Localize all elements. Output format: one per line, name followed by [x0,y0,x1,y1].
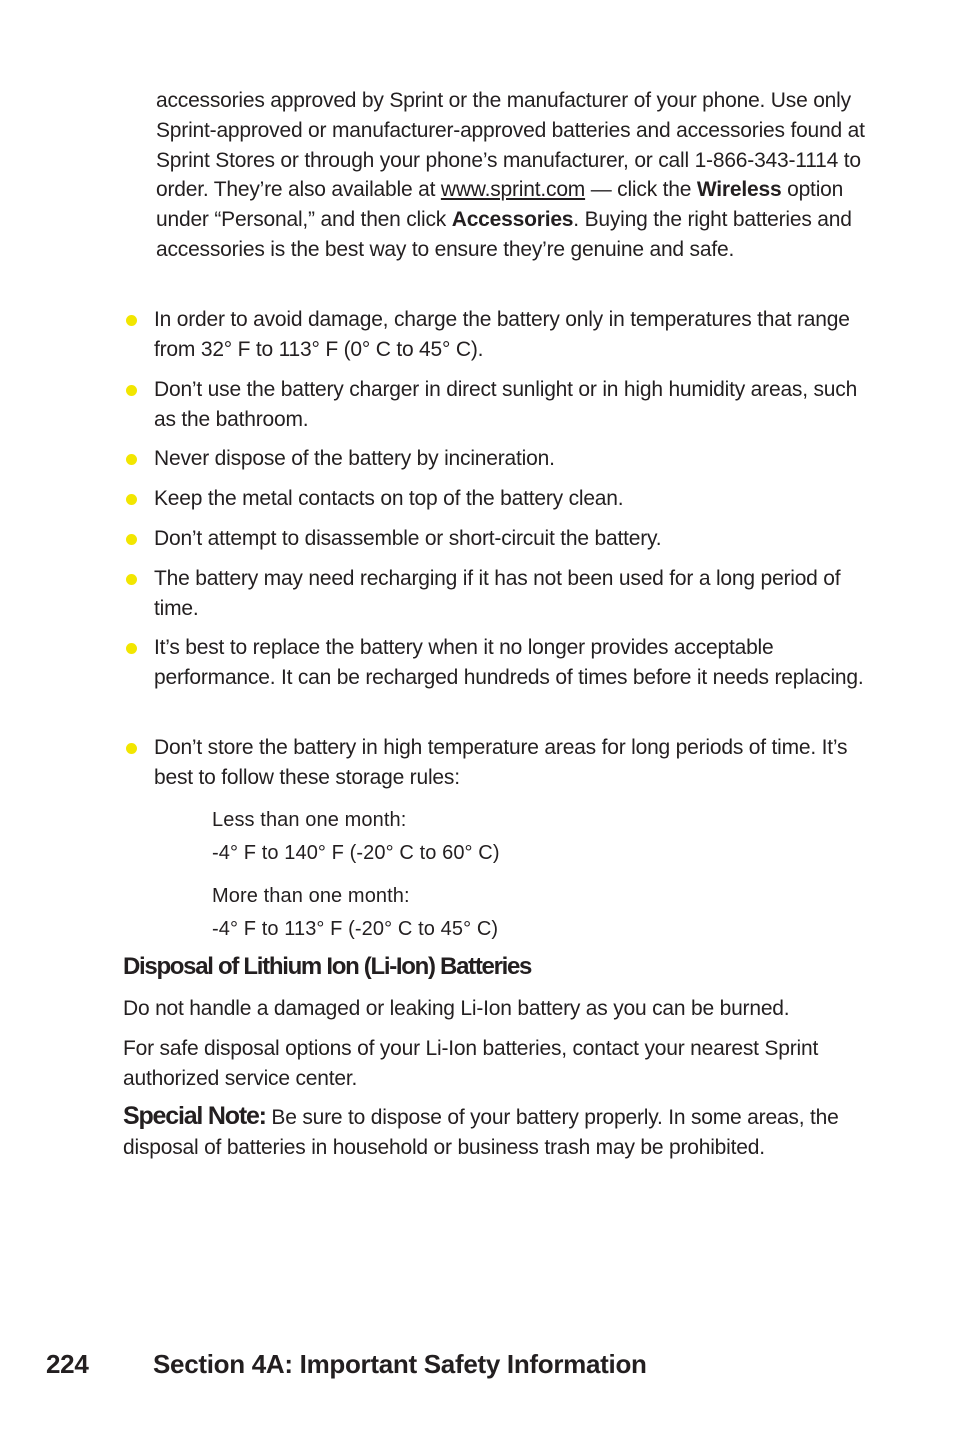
bullet-icon [126,494,137,505]
storage-less-range: -4° F to 140° F (-20° C to 60° C) [212,842,500,864]
list-item-text: In order to avoid damage, charge the battery only in temperatures that range from 32° F to 113° F (0° C to 45° C). [154,308,850,361]
bullet-icon [126,574,137,585]
special-note-text: Be sure to dispose of your battery properly. In some areas, the disposal of batteries in household or business trash may be prohibited. [123,1106,839,1159]
intro-text-2: — click the [585,178,697,202]
bullet-icon [126,534,137,545]
sprint-website-link[interactable]: www.sprint.com [440,178,586,202]
list-item [154,444,866,474]
special-note [123,1102,868,1163]
disposal-options: For safe disposal options of your Li-Ion batteries, contact your nearest Sprint authorized service center. [123,1037,819,1090]
list-item-text: Never dispose of the battery by incineration. [154,447,555,470]
accessories-term: Accessories [451,208,574,232]
intro-text-1: accessories approved by Sprint or the manufacturer of your phone. Use only Sprint-approved or manufacturer-approved batteries and accessories found at Sprint Stores or through your phone’s manufacturer, or call 1-866-343-1114 to order. They’re also available at [156,89,865,202]
list-item [154,564,866,624]
list-item-text: Don’t use the battery charger in direct sunlight or in high humidity areas, such as the bathroom. [154,378,858,431]
list-item [154,305,866,365]
bullet-icon [126,643,137,654]
list-item-text: It’s best to replace the battery when it no longer provides acceptable performance. It can be recharged hundreds of times before it needs replacing. [154,636,864,689]
storage-more-range: -4° F to 113° F (-20° C to 45° C) [212,918,499,940]
intro-text-3: option under “Personal,” and then click [156,178,844,232]
list-item-text: Don’t attempt to disassemble or short-circuit the battery. [154,527,662,550]
bullet-icon [126,315,137,326]
disposal-warning: Do not handle a damaged or leaking Li-Ion battery as you can be burned. [123,997,790,1020]
storage-less-label: Less than one month: [212,809,407,831]
disposal-heading: Disposal of Lithium Ion (Li-Ion) Batteries [123,953,532,980]
list-item [154,633,866,693]
section-title: Section 4A: Important Safety Information [153,1349,647,1379]
list-item [154,524,866,554]
bullet-icon [126,454,137,465]
intro-text-4: . Buying the right batteries and accessories is the best way to ensure they’re genuine and safe. [156,208,852,261]
wireless-term: Wireless [696,178,782,202]
list-item [154,375,866,435]
special-note-label: Special Note: [123,1102,266,1130]
bullet-icon [126,743,137,754]
list-item-text: The battery may need recharging if it has not been used for a long period of time. [154,567,841,620]
list-item [154,733,866,793]
list-item [154,484,866,514]
bullet-icon [126,385,137,396]
list-item-text: Don’t store the battery in high temperature areas for long periods of time. It’s best to follow these storage rules: [154,736,848,789]
intro-paragraph [156,86,866,265]
storage-more-label: More than one month: [212,885,410,907]
list-item-text: Keep the metal contacts on top of the battery clean. [154,487,624,510]
page-number: 224 [46,1349,89,1379]
